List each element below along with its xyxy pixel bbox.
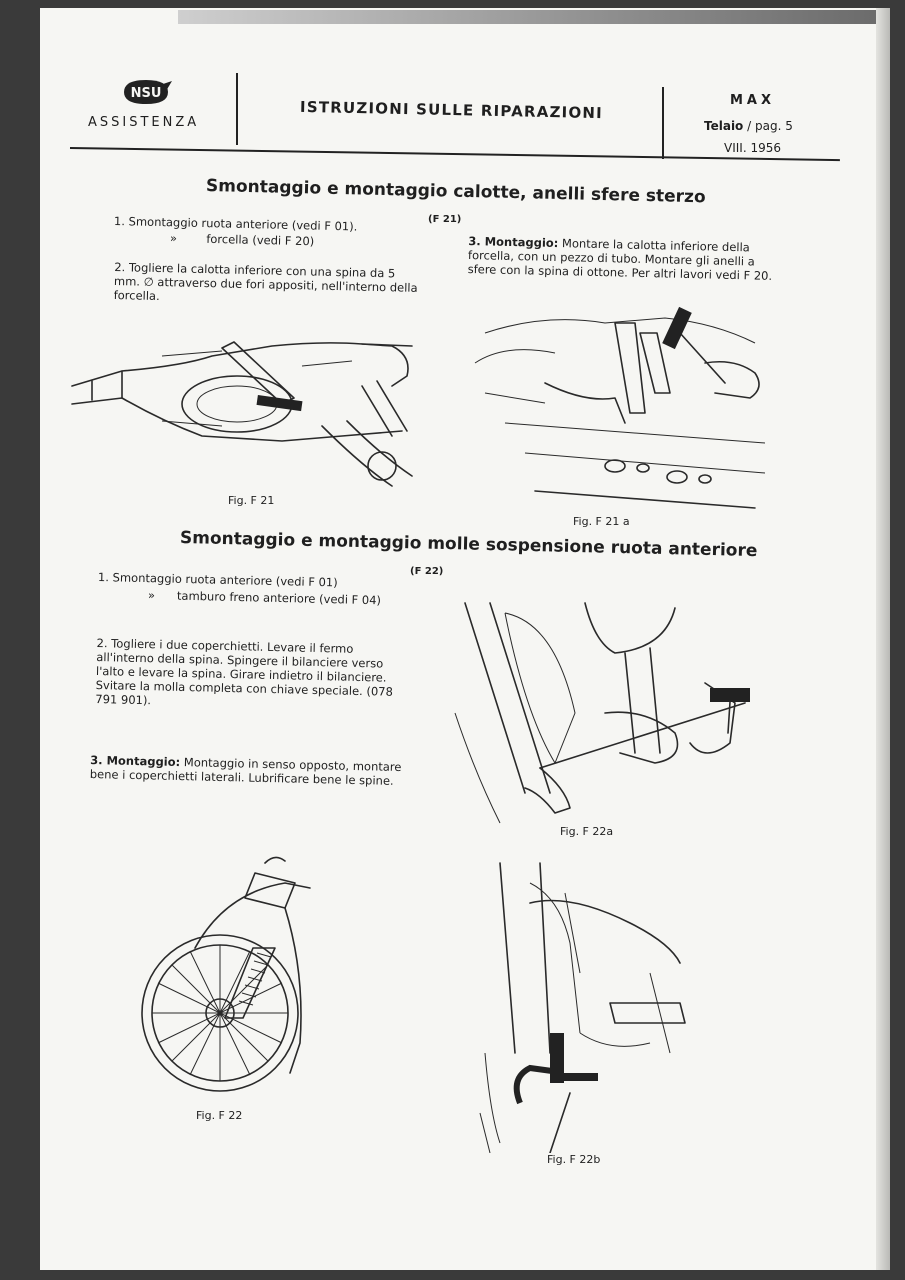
- s2-step2: 2. Togliere i due coperchietti. Levare il fermo all'interno della spina. Spingere il bilanciere verso l'alto e levare la spina. Girare indietro il bilanciere. Svitare la molla completa con chiave speciale. (078 791 901).: [95, 636, 394, 708]
- fig-f22b-tool-drawing: [470, 853, 755, 1153]
- s1-step3: 3. Montaggio: Montare la calotta inferiore della forcella, con un pezzo di tubo. Montare gli anelli a sfere con la spina di ottone. Per altri lavori vedi F 20.: [467, 234, 773, 283]
- s1-step1a: 1. Smontaggio ruota anteriore (vedi F 01).: [113, 214, 358, 234]
- s2-step3: 3. Montaggio: Montaggio in senso opposto, montare bene i coperchietti laterali. Lubrificare bene le spine.: [89, 753, 402, 788]
- section2-ref: (F 22): [410, 566, 444, 577]
- fig-f22-wheel-drawing: [135, 853, 320, 1103]
- page-header: [40, 63, 890, 173]
- header-title: ISTRUZIONI SULLE RIPARAZIONI: [299, 97, 604, 123]
- section1-ref: (F 21): [428, 214, 462, 225]
- manual-page: [40, 8, 890, 1270]
- fig-f22a-caption: Fig. F 22a: [560, 825, 614, 838]
- s2-step1a: 1. Smontaggio ruota anteriore (vedi F 01): [97, 570, 338, 590]
- section2-heading: Smontaggio e montaggio molle sospensione ruota anteriore: [179, 528, 758, 562]
- fig-f21a-caption: Fig. F 21 a: [573, 515, 630, 528]
- s1-step1b: » forcella (vedi F 20): [169, 231, 315, 249]
- issue-date: VIII. 1956: [724, 141, 781, 155]
- fig-f22-caption: Fig. F 22: [196, 1109, 243, 1122]
- fig-f22b-caption: Fig. F 22b: [547, 1153, 601, 1166]
- fig-f21-frame-drawing: [62, 326, 422, 496]
- nsu-logo-icon: [120, 77, 172, 107]
- section1-heading: Smontaggio e montaggio calotte, anelli sfere sterzo: [205, 176, 706, 208]
- fig-f22a-spring-drawing: [445, 593, 765, 828]
- fig-f21-caption: Fig. F 21: [228, 494, 275, 507]
- section-page: Telaio / pag. 5: [704, 119, 793, 133]
- fig-f21a-hammer-drawing: [465, 303, 785, 518]
- s2-step1b: » tamburo freno anteriore (vedi F 04): [147, 588, 382, 608]
- brand-name: ASSISTENZA: [88, 115, 200, 130]
- header-divider: [662, 87, 664, 159]
- scan-top-shadow: [178, 10, 890, 24]
- s1-step2: 2. Togliere la calotta inferiore con una spina da 5 mm. ∅ attraverso due fori appositi, nell'interno della forcella.: [113, 260, 418, 304]
- header-divider: [236, 73, 238, 145]
- model-name: MAX: [730, 93, 776, 108]
- svg-text:NSU: NSU: [130, 86, 162, 101]
- scan-right-edge: [876, 8, 890, 1270]
